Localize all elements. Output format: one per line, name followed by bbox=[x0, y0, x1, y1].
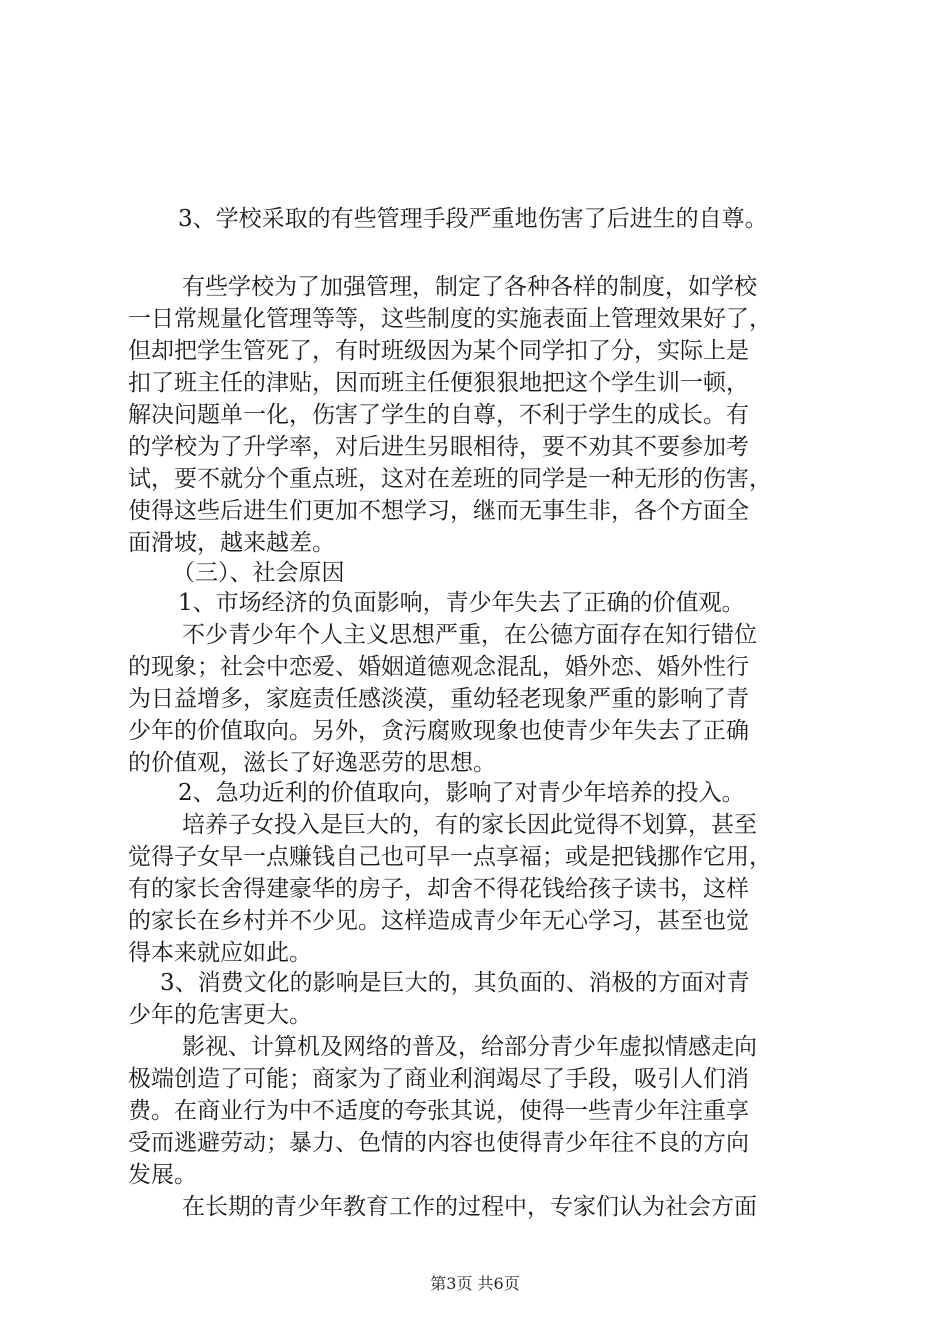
text-line-12: 1、市场经济的负面影响，青少年失去了正确的价值观。 bbox=[178, 590, 745, 616]
section-heading: （三）、社会原因 bbox=[172, 560, 345, 586]
text-line-23: 得本来就应如此。 bbox=[128, 940, 312, 966]
text-line-15: 为日益增多，家庭责任感淡漠，重幼轻老现象严重的影响了青 bbox=[128, 686, 749, 712]
text-line-9: 使得这些后进生们更加不想学习，继而无事生非，各个方面全 bbox=[128, 498, 749, 524]
text-line-7: 的学校为了升学率，对后进生另眼相待，要不劝其不要参加考 bbox=[128, 434, 749, 460]
text-line-4: 但却把学生管死了，有时班级因为某个同学扣了分，实际上是 bbox=[128, 338, 749, 364]
text-line-28: 费。在商业行为中不适度的夸张其说，使得一些青少年注重享 bbox=[128, 1098, 749, 1124]
text-line-30: 发展。 bbox=[128, 1162, 197, 1188]
text-line-16: 少年的价值取向。另外，贪污腐败现象也使青少年失去了正确 bbox=[128, 718, 749, 744]
text-line-24: 3、消费文化的影响是巨大的，其负面的、消极的方面对青 bbox=[160, 970, 750, 996]
text-line-22: 的家长在乡村并不少见。这样造成青少年无心学习，甚至也觉 bbox=[128, 908, 749, 934]
text-line-31: 在长期的青少年教育工作的过程中，专家们认为社会方面 bbox=[182, 1194, 757, 1220]
text-line-17: 的价值观，滋长了好逸恶劳的思想。 bbox=[128, 750, 496, 776]
text-line-25: 少年的危害更大。 bbox=[128, 1002, 312, 1028]
text-line-18: 2、急功近利的价值取向，影响了对青少年培养的投入。 bbox=[178, 780, 745, 806]
text-line-26: 影视、计算机及网络的普及，给部分青少年虚拟情感走向 bbox=[182, 1034, 757, 1060]
text-line-10: 面滑坡，越来越差。 bbox=[128, 530, 335, 556]
text-line-8: 试，要不就分个重点班，这对在差班的同学是一种无形的伤害， bbox=[128, 466, 772, 492]
text-line-1: 3、学校采取的有些管理手段严重地伤害了后进生的自尊。 bbox=[178, 206, 768, 232]
text-line-5: 扣了班主任的津贴，因而班主任便狠狠地把这个学生训一顿， bbox=[128, 370, 749, 396]
text-line-21: 有的家长舍得建豪华的房子，却舍不得花钱给孩子读书，这样 bbox=[128, 876, 749, 902]
text-line-2: 有些学校为了加强管理，制定了各种各样的制度，如学校 bbox=[182, 274, 757, 300]
text-line-29: 受而逃避劳动；暴力、色情的内容也使得青少年往不良的方向 bbox=[128, 1130, 749, 1156]
text-line-13: 不少青少年个人主义思想严重，在公德方面存在知行错位 bbox=[182, 622, 757, 648]
text-line-6: 解决问题单一化，伤害了学生的自尊，不利于学生的成长。有 bbox=[128, 402, 749, 428]
text-line-20: 觉得子女早一点赚钱自己也可早一点享福；或是把钱挪作它用， bbox=[128, 844, 772, 870]
text-line-27: 极端创造了可能；商家为了商业利润竭尽了手段，吸引人们消 bbox=[128, 1066, 749, 1092]
page-number-footer: 第3页 共6页 bbox=[430, 1274, 520, 1293]
text-line-19: 培养子女投入是巨大的，有的家长因此觉得不划算，甚至 bbox=[182, 812, 757, 838]
text-line-3: 一日常规量化管理等等，这些制度的实施表面上管理效果好了， bbox=[128, 306, 772, 332]
text-line-14: 的现象；社会中恋爱、婚姻道德观念混乱，婚外恋、婚外性行 bbox=[128, 654, 749, 680]
